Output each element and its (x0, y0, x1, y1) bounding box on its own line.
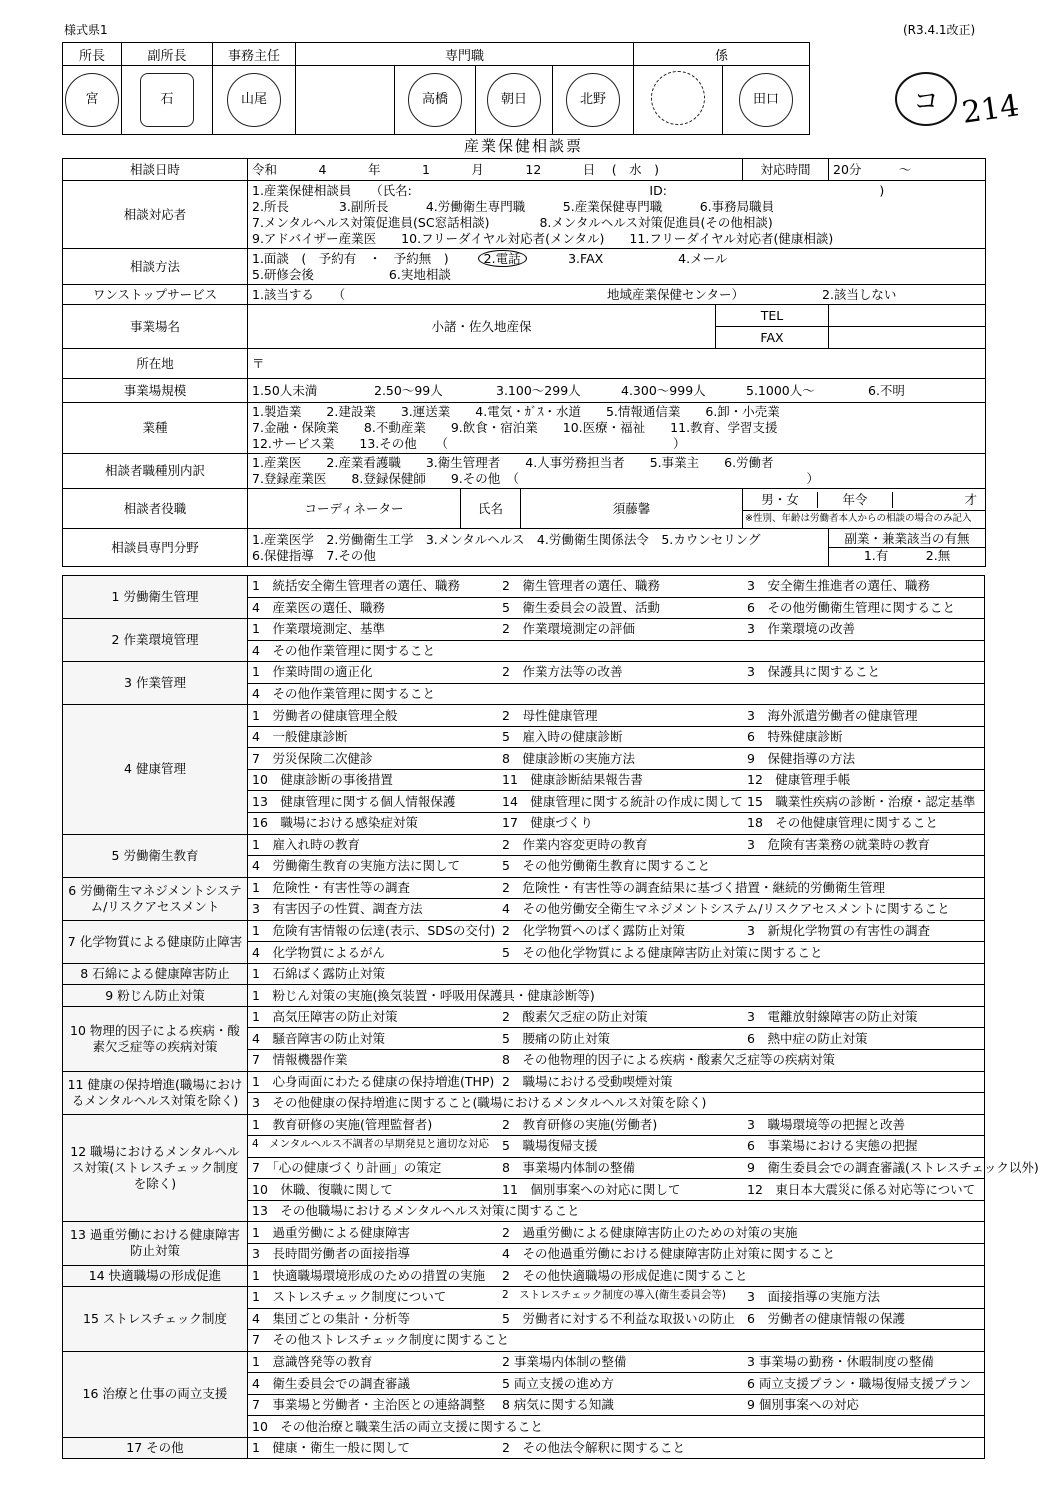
topic-options (248, 1028, 985, 1050)
role-head-deputy: 副所長 (122, 43, 213, 66)
topic-row (63, 877, 985, 899)
method-phone-circled: 2.電話 (478, 250, 527, 267)
scale-option: 6.不明 (868, 382, 905, 398)
industry-row (63, 403, 986, 454)
topic-option: 2 ストレスチェック制度の導入(衛生委員会等) (502, 1289, 727, 1302)
topic-row (63, 963, 985, 985)
topic-options (248, 597, 985, 619)
reception-number: 214 (959, 88, 1022, 131)
seal-deputy (122, 66, 213, 135)
topic-option: 7 事業場と労働者・主治医との連絡調整 (252, 1397, 485, 1413)
topic-options (248, 1308, 985, 1330)
topic-option: 2 衛生管理者の選任、職務 (502, 578, 660, 594)
topic-row (63, 662, 985, 684)
topic-options (248, 1394, 985, 1416)
topic-option: 10 その他治療と職業生活の両立支援に関すること (252, 1418, 543, 1434)
responder-row (63, 181, 986, 249)
topic-option: 1 雇入れ時の教育 (252, 836, 360, 852)
topic-category: 14 快適職場の形成促進 (63, 1265, 248, 1287)
topic-options (248, 640, 985, 662)
datetime-value (248, 159, 743, 181)
responder-label: 相談対応者 (63, 181, 248, 249)
seal-stamp: 田口 (739, 73, 793, 127)
topic-option: 4 化学物質によるがん (252, 944, 385, 960)
consultant-type-row (63, 454, 986, 489)
topic-option: 5 腰痛の防止対策 (502, 1030, 610, 1046)
topic-option: 2 作業方法等の改善 (502, 664, 623, 680)
topic-option: 5 両立支援の進め方 (502, 1375, 614, 1391)
topic-option: 4 産業医の選任、職務 (252, 599, 385, 615)
specialty-line: 6.保健指導 7.その他 (252, 547, 376, 563)
consultant-name-value: 須藤馨 (521, 489, 743, 529)
topic-option: 3 長時間労働者の面接指導 (252, 1246, 410, 1262)
side-job-options: 1.有 2.無 (863, 548, 951, 563)
topic-options (248, 705, 985, 727)
topic-row (63, 1351, 985, 1373)
topic-options (248, 1437, 985, 1459)
scale-options (248, 379, 986, 403)
topic-option: 4 労働衛生教育の実施方法に関して (252, 858, 460, 874)
gender-options: 男・女 (743, 492, 818, 508)
topic-row (63, 1437, 985, 1459)
topic-row (63, 1114, 985, 1136)
topic-option: 5 その他労働衛生教育に関すること (502, 858, 710, 874)
onestop-options (248, 285, 986, 305)
topic-option: 5 職場復帰支援 (502, 1138, 598, 1154)
onestop-yes: 1.該当する （ (252, 286, 346, 302)
topic-option: 7 その他ストレスチェック制度に関すること (252, 1332, 509, 1348)
onestop-no: 2.該当しない (822, 286, 897, 302)
topic-option: 8 健康診断の実施方法 (502, 750, 635, 766)
topic-options (248, 791, 985, 813)
profile-note: ※性別、年齢は労働者本人からの相談の場合のみ記入 (745, 512, 972, 524)
topic-option: 4 その他作業管理に関すること (252, 686, 435, 701)
age-unit: 才 (964, 491, 978, 507)
method-line2: 5.研修会後 6.実地相談 (252, 266, 451, 282)
topic-category: 6 労働衛生マネジメントシステム/リスクアセスメント (63, 877, 248, 920)
topic-options (248, 726, 985, 748)
topic-options (248, 1416, 985, 1438)
role-head-staff: 係 (634, 43, 810, 66)
seal-staff-1 (634, 66, 723, 135)
topic-option: 3 安全衛生推進者の選任、職務 (747, 578, 930, 594)
topic-option: 1 危険有害情報の伝達(表示、SDSの交付) (252, 923, 496, 939)
consultation-form (62, 158, 986, 567)
responder-line: 2.所長 3.副所長 4.労働衛生専門職 5.産業保健専門職 6.事務局職員 (252, 198, 775, 214)
industry-options (248, 403, 986, 454)
day-unit: 日 (582, 161, 596, 177)
topic-option: 18 その他健康管理に関すること (747, 815, 938, 831)
specialty-label: 相談員専門分野 (63, 529, 248, 567)
topic-category: 17 その他 (63, 1437, 248, 1459)
topic-option: 3 面接指導の実施方法 (747, 1289, 880, 1305)
topic-options (248, 1222, 985, 1244)
consultant-profile (743, 489, 986, 529)
topic-option: 7 情報機器作業 (252, 1052, 348, 1068)
topic-category: 1 労働衛生管理 (63, 576, 248, 619)
topic-options (248, 899, 985, 921)
topic-options (248, 619, 985, 641)
method-options (248, 249, 986, 285)
specialty-row (63, 529, 986, 567)
scale-option: 3.100～299人 (496, 382, 581, 398)
topic-options (248, 683, 985, 705)
scale-option: 5.1000人～ (746, 382, 815, 398)
responder-options (248, 181, 986, 249)
seal-director (63, 66, 122, 135)
address-value: 〒 (248, 349, 986, 379)
seal-stamp: 山尾 (227, 73, 281, 127)
topic-option: 2 作業内容変更時の教育 (502, 836, 648, 852)
topic-option: 3 事業場の勤務・休暇制度の整備 (747, 1353, 934, 1369)
responder-line: 9.アドバイザー産業医 10.フリーダイヤル対応者(メンタル) 11.フリーダイヤル対応者(健康相談) (252, 230, 834, 246)
seal-stamp: 石 (140, 73, 194, 127)
seal-specialist-blank (296, 66, 395, 135)
topic-category: 13 過重労働における健康障害防止対策 (63, 1222, 248, 1265)
year-unit: 年 (367, 161, 381, 177)
industry-line: 1.製造業 2.建設業 3.運送業 4.電気・ｶﾞｽ・水道 5.情報通信業 6.卸・小売業 (252, 404, 780, 419)
weekday: ( 水 ) (611, 161, 660, 177)
topic-option: 9 衛生委員会での調査審議(ストレスチェック以外) (747, 1160, 1039, 1176)
topic-option: 3 新規化学物質の有害性の調査 (747, 923, 930, 939)
scale-option: 2.50～99人 (374, 382, 443, 398)
topic-category: 5 労働衛生教育 (63, 834, 248, 877)
address-row (63, 349, 986, 379)
topic-option: 3 作業環境の改善 (747, 621, 855, 637)
day-value: 12 (525, 161, 542, 177)
seal-stamp: 高橋 (408, 73, 462, 127)
topic-option: 1 作業時間の適正化 (252, 664, 373, 680)
topic-option: 5 衛生委員会の設置、活動 (502, 599, 660, 615)
topic-option: 12 健康管理手帳 (747, 772, 851, 788)
topic-options (248, 942, 985, 964)
topic-option: 1 石綿ばく露防止対策 (252, 966, 385, 982)
consultant-type-line: 7.登録産業医 8.登録保健師 9.その他 （ ） (252, 471, 820, 486)
topic-option: 1 作業環境測定、基準 (252, 621, 385, 637)
topic-option: 1 快適職場環境形成のための措置の実施 (252, 1267, 485, 1283)
topic-options (248, 813, 985, 835)
topic-option: 2 事業場内体制の整備 (502, 1353, 627, 1369)
topic-option: 11 健康診断結果報告書 (502, 772, 643, 788)
topic-option: 4 その他過重労働における健康障害防止対策に関すること (502, 1246, 835, 1262)
method-label: 相談方法 (63, 249, 248, 285)
topic-option: 3 職場環境等の把握と改善 (747, 1116, 905, 1132)
topic-option: 3 その他健康の保持増進に関すること(職場におけるメンタルヘルス対策を除く) (252, 1095, 707, 1111)
topic-options (248, 748, 985, 770)
topic-option: 6 特殊健康診断 (747, 729, 843, 745)
topic-option: 6 その他労働衛生管理に関すること (747, 599, 955, 615)
method-others: 3.FAX 4.メール (530, 250, 728, 266)
specialty-options (248, 529, 829, 567)
topic-option: 7 労災保険二次健診 (252, 750, 373, 766)
topic-row (63, 1071, 985, 1093)
topic-option: 1 健康・衛生一般に関して (252, 1440, 410, 1456)
company-name: 小諸・佐久地産保 (248, 305, 716, 349)
fax-label: FAX (716, 327, 829, 349)
year-value: 4 (318, 161, 327, 177)
industry-line: 12.サービス業 13.その他 （ ） (252, 436, 686, 451)
topic-row (63, 985, 985, 1007)
topic-option: 6 事業場における実態の把握 (747, 1138, 918, 1154)
revision-note: (R3.4.1改正) (903, 23, 976, 37)
topic-option: 5 その他化学物質による健康障害防止対策に関すること (502, 944, 823, 960)
fax-value (829, 327, 986, 349)
topic-option: 7 「心の健康づくり計画」の策定 (252, 1160, 442, 1176)
topic-option: 6 両立支援プラン・職場復帰支援プラン (747, 1375, 972, 1391)
seal-stamp: 北野 (566, 73, 620, 127)
tel-value (829, 305, 986, 327)
topic-options (248, 1050, 985, 1072)
topic-option: 2 化学物質へのばく露防止対策 (502, 923, 685, 939)
reception-mark: コ (895, 72, 957, 126)
onestop-row (63, 285, 986, 305)
topic-option: 9 個別事案への対応 (747, 1397, 859, 1413)
seal-specialist-2 (476, 66, 553, 135)
tel-label: TEL (716, 305, 829, 327)
topic-category: 2 作業環境管理 (63, 619, 248, 662)
topic-option: 1 意識啓発等の教育 (252, 1353, 373, 1369)
topic-row (63, 834, 985, 856)
consultant-name-label: 氏名 (461, 489, 521, 529)
form-id: 様式県1 (64, 23, 108, 37)
topic-option: 2 母性健康管理 (502, 707, 598, 723)
topic-options (248, 920, 985, 942)
topic-row (63, 1287, 985, 1309)
topic-options (248, 1114, 985, 1136)
seal-specialist-3 (553, 66, 634, 135)
seal-stamp (651, 71, 705, 125)
seal-stamp: 宮 (65, 73, 119, 127)
scale-option: 4.300～999人 (621, 382, 706, 398)
topic-option: 1 労働者の健康管理全般 (252, 707, 398, 723)
topic-option: 4 集団ごとの集計・分析等 (252, 1310, 410, 1326)
topic-option: 11 個別事案への対応に関して (502, 1181, 681, 1197)
topic-category: 12 職場におけるメンタルヘルス対策(ストレスチェック制度を除く) (63, 1114, 248, 1222)
month-unit: 月 (471, 161, 484, 177)
role-head-chief: 事務主任 (213, 43, 296, 66)
method-face: 1.面談 ( 予約有 ・ 予約無 ) (252, 250, 474, 266)
topic-option: 13 健康管理に関する個人情報保護 (252, 793, 456, 809)
topic-options (248, 769, 985, 791)
topic-option: 2 教育研修の実施(労働者) (502, 1116, 658, 1132)
consultant-type-line: 1.産業医 2.産業看護職 3.衛生管理者 4.人事労務担当者 5.事業主 6.労働者 (252, 455, 774, 470)
topic-row (63, 920, 985, 942)
topic-category: 15 ストレスチェック制度 (63, 1287, 248, 1352)
topic-option: 1 教育研修の実施(管理監督者) (252, 1116, 433, 1132)
topic-option: 13 その他職場におけるメンタルヘルス対策に関すること (252, 1203, 580, 1219)
topic-options (248, 1373, 985, 1395)
topic-option: 2 その他快適職場の形成促進に関すること (502, 1267, 748, 1283)
company-label: 事業場名 (63, 305, 248, 349)
topic-option: 3 有害因子の性質、調査方法 (252, 901, 423, 917)
topic-option: 2 職場における受動喫煙対策 (502, 1073, 673, 1089)
consultant-role-label: 相談者役職 (63, 489, 248, 529)
seal-staff-2 (723, 66, 810, 135)
age-label: 年令 (818, 492, 893, 508)
topic-option: 12 東日本大震災に係る対応等について (747, 1181, 976, 1197)
topic-row (63, 1222, 985, 1244)
topic-options (248, 856, 985, 878)
topic-category: 10 物理的因子による疾病・酸素欠乏症等の疾病対策 (63, 1006, 248, 1071)
datetime-label: 相談日時 (63, 159, 248, 181)
consultant-role-value: コーディネーター (248, 489, 461, 529)
topic-option: 1 高気圧障害の防止対策 (252, 1009, 398, 1025)
topic-options (248, 1287, 985, 1309)
industry-line: 7.金融・保険業 8.不動産業 9.飲食・宿泊業 10.医療・福祉 11.教育、学習支援 (252, 420, 778, 435)
consultant-type-label: 相談者職種別内訳 (63, 454, 248, 489)
topic-options (248, 963, 985, 985)
topic-option: 2 過重労働による健康障害防止のための対策の実施 (502, 1224, 798, 1240)
topic-options (248, 576, 985, 598)
topic-option: 5 労働者に対する不利益な取扱いの防止 (502, 1310, 735, 1326)
topic-option: 6 労働者の健康情報の保護 (747, 1310, 905, 1326)
topic-category: 11 健康の保持増進(職場におけるメンタルヘルス対策を除く) (63, 1071, 248, 1114)
side-job (829, 529, 986, 567)
time-value: 20分 ～ (829, 159, 986, 181)
topic-option: 1 統括安全衛生管理者の選任、職務 (252, 578, 460, 594)
topic-option: 2 作業環境測定の評価 (502, 621, 635, 637)
topic-option: 8 その他物理的因子による疾病・酸素欠乏症等の疾病対策 (502, 1052, 835, 1068)
topic-option: 9 保健指導の方法 (747, 750, 855, 766)
topic-option: 1 ストレスチェック制度について (252, 1289, 447, 1305)
role-head-specialist: 専門職 (296, 43, 634, 66)
topic-option: 14 健康管理に関する統計の作成に関して (502, 793, 743, 809)
scale-option: 1.50人未満 (252, 382, 318, 398)
side-job-title: 副業・兼業該当の有無 (829, 531, 985, 548)
topic-option: 10 休職、復職に関して (252, 1181, 393, 1197)
role-head-director: 所長 (63, 43, 122, 66)
topic-option: 3 保護具に関すること (747, 664, 880, 680)
topic-options (248, 834, 985, 856)
topic-option: 2 危険性・有害性等の調査結果に基づく措置・継続的労働衛生管理 (502, 879, 885, 895)
topic-option: 2 酸素欠乏症の防止対策 (502, 1009, 648, 1025)
seal-chief (213, 66, 296, 135)
onestop-label: ワンストップサービス (63, 285, 248, 305)
company-row (63, 305, 986, 327)
datetime-row (63, 159, 986, 181)
topic-option: 6 熱中症の防止対策 (747, 1030, 868, 1046)
topic-option: 1 粉じん対策の実施(換気装置・呼吸用保護具・健康診断等) (252, 987, 595, 1003)
topic-option: 4 騒音障害の防止対策 (252, 1030, 385, 1046)
topic-options (248, 1157, 1039, 1179)
onestop-center: 地域産業保健センター） (607, 286, 745, 302)
topic-category: 9 粉じん防止対策 (63, 985, 248, 1007)
topic-row (63, 1265, 985, 1287)
topic-option: 5 雇入時の健康診断 (502, 729, 623, 745)
seal-stamp: 朝日 (487, 73, 541, 127)
topic-options (248, 1200, 985, 1222)
topic-option: 1 過重労働による健康障害 (252, 1224, 410, 1240)
industry-label: 業種 (63, 403, 248, 454)
topic-option: 10 健康診断の事後措置 (252, 772, 393, 788)
topic-option: 1 心身両面にわたる健康の保持増進(THP) (252, 1073, 495, 1089)
topic-options (248, 877, 985, 899)
topic-option: 3 電離放射線障害の防止対策 (747, 1009, 918, 1025)
topic-category: 7 化学物質による健康防止障害 (63, 920, 248, 963)
address-label: 所在地 (63, 349, 248, 379)
topic-option: 4 その他労働安全衛生マネジメントシステム/リスクアセスメントに関すること (502, 901, 950, 917)
consultant-type-options (248, 454, 986, 489)
responder-line: 1.産業保健相談員 （氏名: ID: ) (252, 182, 885, 198)
scale-label: 事業場規模 (63, 379, 248, 403)
topic-option: 8 病気に関する知識 (502, 1397, 614, 1413)
method-row (63, 249, 986, 285)
time-label: 対応時間 (743, 159, 829, 181)
topic-row (63, 619, 985, 641)
topic-options (248, 1265, 985, 1287)
form-title: 産業保健相談票 (463, 137, 583, 155)
topic-options (248, 1351, 985, 1373)
topic-option: 2 その他法令解釈に関すること (502, 1440, 685, 1456)
topic-option: 15 職業性疾病の診断・治療・認定基準 (747, 793, 976, 809)
scale-row (63, 379, 986, 403)
topic-options (248, 1179, 985, 1201)
topic-options (248, 1006, 985, 1028)
topic-row (63, 705, 985, 727)
approval-stamp-table (62, 42, 810, 135)
topic-options (248, 1243, 985, 1265)
seal-specialist-1 (395, 66, 476, 135)
topic-options (248, 985, 985, 1007)
topic-option: 8 事業場内体制の整備 (502, 1160, 635, 1176)
topic-options (248, 1093, 985, 1115)
topic-option: 4 一般健康診断 (252, 729, 348, 745)
topic-category: 4 健康管理 (63, 705, 248, 834)
responder-line: 7.メンタルヘルス対策促進員(SC窓話相談) 8.メンタルヘルス対策促進員(その他相談) (252, 214, 773, 230)
consultant-row (63, 489, 986, 529)
topic-options (248, 1136, 985, 1158)
topic-option: 1 危険性・有害性等の調査 (252, 879, 410, 895)
topic-category: 3 作業管理 (63, 662, 248, 705)
topic-category: 16 治療と仕事の両立支援 (63, 1351, 248, 1437)
topic-row (63, 1006, 985, 1028)
topic-option: 4 その他作業管理に関すること (252, 642, 435, 658)
topic-options (248, 662, 985, 684)
topic-option: 3 危険有害業務の就業時の教育 (747, 836, 930, 852)
specialty-line: 1.産業医学 2.労働衛生工学 3.メンタルヘルス 4.労働衛生関係法令 5.カウンセリング (252, 531, 761, 547)
topic-options (248, 1330, 985, 1352)
era: 令和 (252, 161, 278, 177)
topic-option: 4 衛生委員会での調査審議 (252, 1375, 410, 1391)
topic-table (62, 575, 1039, 1459)
topic-row (63, 576, 985, 598)
topic-option: 16 職場における感染症対策 (252, 815, 418, 831)
topic-category: 8 石綿による健康障害防止 (63, 963, 248, 985)
topic-option: 3 海外派遣労働者の健康管理 (747, 707, 918, 723)
topic-option: 4 メンタルヘルス不調者の早期発見と適切な対応 (252, 1138, 489, 1151)
topic-options (248, 1071, 985, 1093)
month-value: 1 (421, 161, 430, 177)
topic-option: 17 健康づくり (502, 815, 593, 831)
